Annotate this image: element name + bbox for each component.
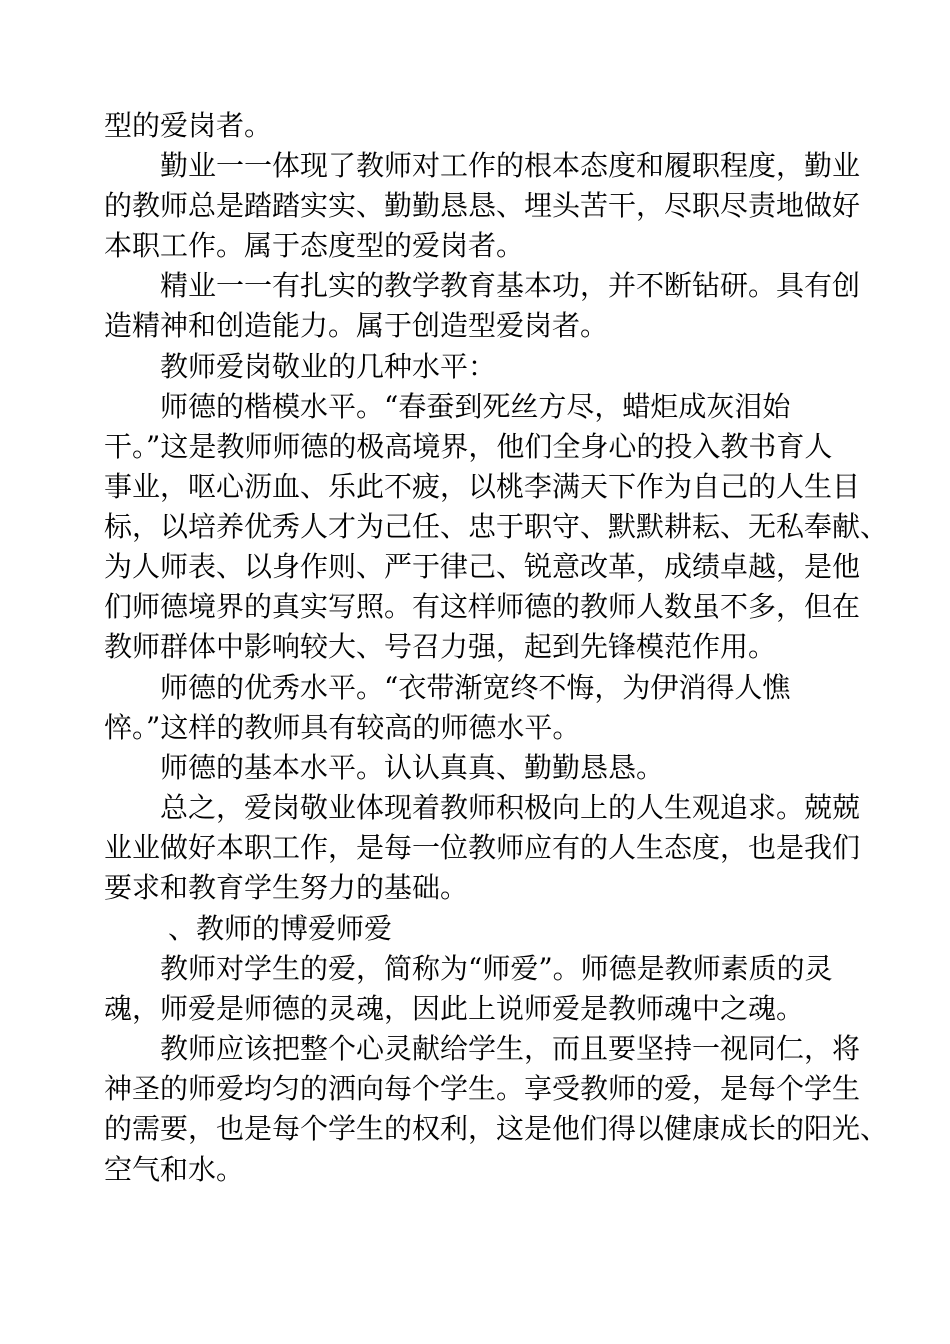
text-line: 总之，爱岗敬业体现着教师积极向上的人生观追求。兢兢 [160,791,861,824]
text-line: 本职工作。属于态度型的爱岗者。 [104,229,525,262]
text-line: 教师应该把整个心灵献给学生，而且要坚持一视同仁，将 [160,1032,861,1065]
text-line: 们师德境界的真实写照。有这样师德的教师人数虽不多，但在 [104,590,861,623]
text-line: 干。”这是教师师德的极高境界，他们全身心的投入教书育人 [104,430,833,463]
text-line: 勤业一一体现了教师对工作的根本态度和履职程度，勤业 [160,149,861,182]
text-line: 师德的楷模水平。“春蚕到死丝方尽，蜡炬成灰泪始 [160,390,791,423]
text-line: 师德的基本水平。认认真真、勤勤恳恳。 [160,751,665,784]
text-line: 神圣的师爱均匀的洒向每个学生。享受教师的爱，是每个学生 [104,1072,861,1105]
text-line: 空气和水。 [104,1153,245,1186]
text-line: 教师爱岗敬业的几种水平： [160,350,497,383]
text-line: 教师群体中影响较大、号召力强，起到先锋模范作用。 [104,630,777,663]
text-line: 要求和教育学生努力的基础。 [104,871,469,904]
text-line: 悴。”这样的教师具有较高的师德水平。 [104,711,581,744]
text-line: 的教师总是踏踏实实、勤勤恳恳、埋头苦干，尽职尽责地做好 [104,189,861,222]
text-line: 为人师表、以身作则、严于律己、锐意改革，成绩卓越，是他 [104,550,861,583]
section-heading: 、教师的博爱师爱 [168,912,393,945]
text-line: 事业，呕心沥血、乐此不疲，以桃李满天下作为自己的人生目 [104,470,861,503]
text-line: 教师对学生的爱，简称为“师爱”。师德是教师素质的灵 [160,952,833,985]
text-line: 的需要，也是每个学生的权利，这是他们得以健康成长的阳光、 [104,1112,889,1145]
text-line: 师德的优秀水平。“衣带渐宽终不悔，为伊消得人憔 [160,671,791,704]
text-line: 魂，师爱是师德的灵魂，因此上说师爱是教师魂中之魂。 [104,992,805,1025]
text-line: 业业做好本职工作，是每一位教师应有的人生态度，也是我们 [104,831,861,864]
text-line: 精业一一有扎实的教学教育基本功，并不断钻研。具有创 [160,269,861,302]
text-line: 标，以培养优秀人才为己任、忠于职守、默默耕耘、无私奉献、 [104,510,889,543]
text-line: 型的爱岗者。 [104,109,273,142]
text-line: 造精神和创造能力。属于创造型爱岗者。 [104,309,609,342]
